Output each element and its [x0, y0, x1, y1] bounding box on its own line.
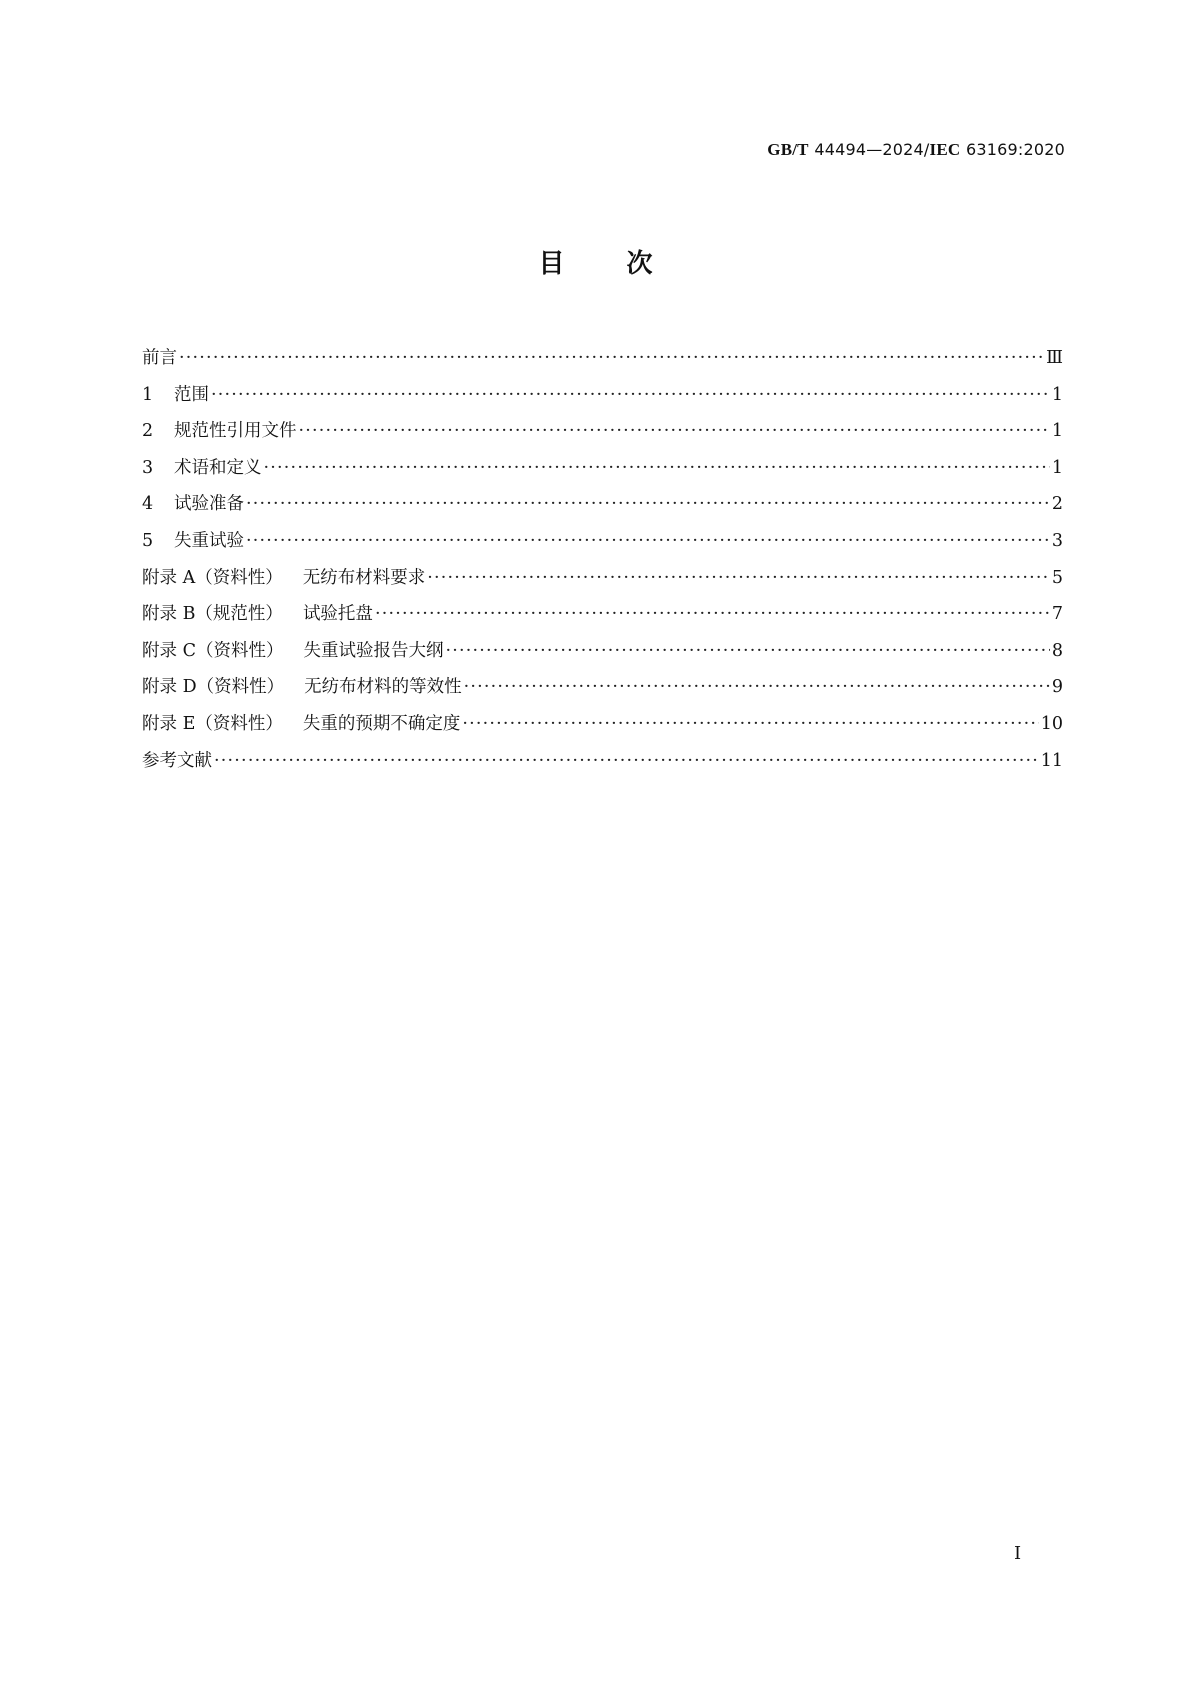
toc-entry-annex-a[interactable]: [142, 564, 1063, 601]
toc-entry-annex-d[interactable]: [142, 673, 1063, 710]
toc-title: [0, 243, 1191, 280]
toc-annex-title: 失重的预期不确定度: [302, 713, 461, 734]
toc-annex-prefix: 附录 D（资料性）: [142, 677, 285, 698]
iec-number: 63169:2020: [965, 140, 1065, 159]
toc-annex-title: 试验托盘: [302, 604, 373, 625]
toc-annex-label: [142, 564, 425, 589]
toc-entry-label: 前言: [142, 348, 177, 368]
toc-entry-terms-definitions[interactable]: [142, 454, 1063, 491]
toc-entry-number: 4: [142, 494, 154, 515]
toc-entry-number: 3: [142, 457, 154, 478]
toc-annex-title: 无纺布材料要求: [302, 567, 426, 588]
toc-page-number: 3: [1051, 530, 1063, 551]
toc-annex-label: [142, 637, 443, 662]
toc-dot-leader: [264, 458, 1050, 478]
toc-entry-weight-loss-test[interactable]: [142, 527, 1063, 564]
toc-dot-leader: [214, 751, 1039, 771]
toc-page-number: 1: [1051, 384, 1063, 405]
toc-annex-label: [142, 710, 460, 735]
toc-entry-bibliography[interactable]: [142, 747, 1063, 784]
toc-title-right: 次: [626, 249, 653, 279]
toc-dot-leader: [427, 568, 1050, 588]
toc-page-number: 11: [1040, 750, 1063, 771]
toc-dot-leader: [246, 494, 1050, 514]
toc-annex-label: [142, 673, 462, 698]
toc-dot-leader: [445, 641, 1049, 661]
toc-page-number: Ⅲ: [1046, 348, 1063, 368]
toc-dot-leader: [246, 531, 1050, 551]
standard-code: [767, 140, 1065, 160]
toc-dot-leader: [462, 714, 1038, 734]
toc-annex-prefix: 附录 C（资料性）: [142, 640, 284, 661]
toc-annex-label: [142, 600, 373, 625]
toc-annex-prefix: 附录 B（规范性）: [142, 604, 283, 625]
toc-dot-leader: [211, 385, 1050, 405]
toc-annex-prefix: 附录 A（资料性）: [142, 567, 283, 588]
page-number: Ⅰ: [1014, 1543, 1022, 1564]
std-number: 44494—2024/: [814, 140, 930, 159]
toc-entry-annex-b[interactable]: [142, 600, 1063, 637]
toc-list: [142, 344, 1063, 783]
std-prefix: GB/T: [767, 140, 809, 159]
toc-dot-leader: [179, 348, 1044, 368]
toc-entry-scope[interactable]: [142, 381, 1063, 418]
toc-entry-number: 5: [142, 530, 154, 551]
toc-entry-label: 失重试验: [174, 530, 244, 551]
toc-page-number: 9: [1051, 677, 1063, 698]
toc-entry-foreword[interactable]: [142, 344, 1063, 381]
toc-title-left: 目: [538, 249, 565, 279]
toc-dot-leader: [464, 677, 1050, 697]
toc-page-number: 7: [1051, 604, 1063, 625]
toc-entry-normative-references[interactable]: [142, 417, 1063, 454]
toc-entry-label: 参考文献: [142, 750, 212, 771]
toc-page-number: 10: [1040, 713, 1063, 734]
toc-page-number: 1: [1051, 421, 1063, 442]
toc-entry-test-preparation[interactable]: [142, 490, 1063, 527]
toc-entry-annex-c[interactable]: [142, 637, 1063, 674]
toc-page-number: 8: [1051, 640, 1063, 661]
toc-entry-label: 规范性引用文件: [174, 421, 297, 442]
toc-entry-label: 试验准备: [174, 494, 244, 515]
toc-entry-number: 1: [142, 384, 154, 405]
toc-entry-label: 术语和定义: [174, 457, 262, 478]
toc-annex-title: 失重试验报告大纲: [303, 640, 444, 661]
toc-dot-leader: [299, 421, 1050, 441]
toc-annex-prefix: 附录 E（资料性）: [142, 713, 283, 734]
toc-entry-number: 2: [142, 421, 154, 442]
toc-page-number: 2: [1051, 494, 1063, 515]
toc-annex-title: 无纺布材料的等效性: [304, 677, 462, 698]
toc-page-number: 5: [1051, 567, 1063, 588]
toc-entry-annex-e[interactable]: [142, 710, 1063, 747]
iec-prefix: IEC: [929, 140, 961, 159]
toc-page-number: 1: [1051, 457, 1063, 478]
toc-entry-label: 范围: [174, 384, 209, 405]
toc-dot-leader: [375, 604, 1050, 624]
